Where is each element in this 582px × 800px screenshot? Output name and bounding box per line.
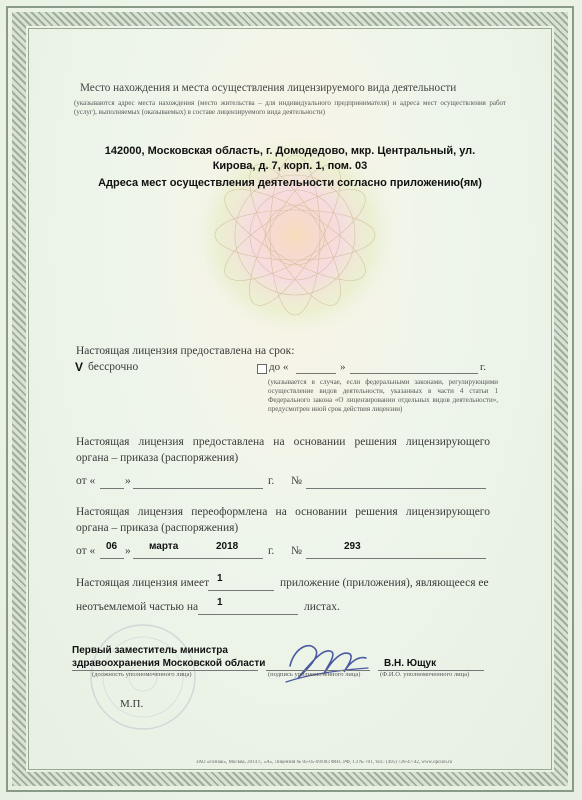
appendix-count-line bbox=[208, 590, 274, 591]
until-day-line bbox=[296, 373, 336, 374]
term-label: Настоящая лицензия предоставлена на срок: bbox=[76, 345, 295, 357]
print-info: ЗАО «Гознак», Москва, 2014 г., «А», Лицензия № 05-05-09/003 ФНС РФ, ТЗ № 701, тел.: (495) 726-47-42, www.opcion.ru bbox=[196, 760, 453, 765]
signer-position-line-2: здравоохранения Московской области bbox=[72, 658, 266, 669]
signature-caption: (подпись уполномоченного лица) bbox=[268, 671, 361, 678]
reissue-number-line bbox=[306, 558, 486, 559]
reissue-year-suffix: г. bbox=[268, 545, 275, 557]
appendix-line-2-suffix: листах. bbox=[304, 601, 340, 613]
location-note: (указываются адрес места нахождения (место жительства – для индивидуального предпринимателя) и адреса мест осуществления работ (услуг), выполняемых (оказываемых) в составе лицензируемого вида деятельности) bbox=[74, 99, 506, 116]
reissue-from: от « bbox=[76, 545, 96, 557]
reissue-line-2: органа – приказа (распоряжения) bbox=[76, 522, 239, 534]
basis-close-quote: » bbox=[125, 475, 131, 487]
unlimited-check-mark: V bbox=[75, 360, 84, 374]
reissue-month: марта bbox=[149, 541, 179, 552]
basis-line-2: органа – приказа (распоряжения) bbox=[76, 452, 239, 464]
address-line-3: Адреса мест осуществления деятельности согласно приложению(ям) bbox=[98, 177, 482, 189]
appendix-line-2-prefix: неотъемлемой частью на bbox=[76, 601, 199, 613]
reissue-line-1: Настоящая лицензия переоформлена на основании решения лицензирующего bbox=[76, 506, 490, 518]
reissue-close-quote: » bbox=[125, 545, 131, 557]
term-note: (указывается в случае, если федеральными законами, регулирующими осуществление видов деятельности, указанных в части 4 статьи 1 Федерального закона «О лицензировании отдельных видов деятельности», предусмотрен иной срок действия лицензии) bbox=[268, 378, 498, 413]
appendix-sheets: 1 bbox=[217, 597, 223, 608]
basis-line-1: Настоящая лицензия предоставлена на основании решения лицензирующего bbox=[76, 436, 490, 448]
appendix-line-1-suffix: приложение (приложения), являющееся ее bbox=[280, 577, 489, 589]
until-suffix: г. bbox=[480, 361, 487, 373]
until-month-line bbox=[350, 373, 478, 374]
position-caption: (должность уполномоченного лица) bbox=[92, 671, 192, 678]
address-line-1: 142000, Московская область, г. Домодедово, мкр. Центральный, ул. bbox=[104, 145, 476, 157]
basis-number-sign: № bbox=[291, 475, 302, 487]
location-heading: Место нахождения и места осуществления лицензируемого вида деятельности bbox=[80, 82, 457, 94]
basis-number-line bbox=[306, 488, 486, 489]
reissue-number-sign: № bbox=[291, 545, 302, 557]
until-mid: » bbox=[340, 361, 346, 373]
reissue-day: 06 bbox=[106, 541, 118, 552]
basis-day-line bbox=[100, 488, 124, 489]
reissue-month-line bbox=[133, 558, 263, 559]
name-caption: (Ф.И.О. уполномоченного лица) bbox=[380, 671, 470, 678]
until-prefix: до « bbox=[269, 361, 289, 373]
basis-year-suffix: г. bbox=[268, 475, 275, 487]
reissue-number: 293 bbox=[344, 541, 361, 552]
appendix-count: 1 bbox=[217, 573, 223, 584]
appendix-sheets-line bbox=[198, 614, 298, 615]
until-checkbox bbox=[257, 364, 267, 374]
appendix-line-1-prefix: Настоящая лицензия имеет bbox=[76, 577, 210, 589]
signature-icon bbox=[280, 628, 370, 690]
basis-month-line bbox=[133, 488, 263, 489]
reissue-day-line bbox=[100, 558, 124, 559]
reissue-year: 2018 bbox=[216, 541, 239, 552]
stamp-place: М.П. bbox=[120, 698, 144, 710]
address-line-2: Кирова, д. 7, корп. 1, пом. 03 bbox=[212, 160, 368, 172]
signer-name: В.Н. Ющук bbox=[384, 658, 437, 669]
signer-position-line-1: Первый заместитель министра bbox=[72, 645, 228, 656]
basis-from: от « bbox=[76, 475, 96, 487]
term-unlimited: бессрочно bbox=[88, 361, 139, 373]
